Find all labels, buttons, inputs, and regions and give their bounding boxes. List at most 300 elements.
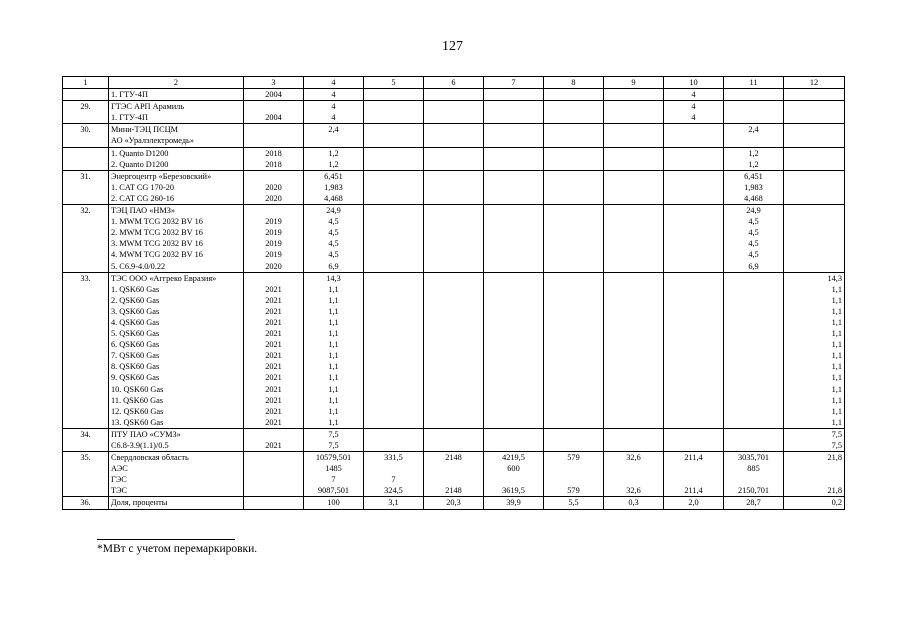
col-6-cell — [424, 112, 484, 124]
col-year-cell: 2021 — [244, 384, 304, 395]
col-6-cell — [424, 474, 484, 485]
col-7-cell — [484, 350, 544, 361]
col-6-cell — [424, 328, 484, 339]
col-4-cell: 4,5 — [304, 216, 364, 227]
col-11-cell — [724, 284, 784, 295]
col-11-cell — [724, 440, 784, 452]
col-9-cell — [604, 101, 664, 113]
col-10-cell: 211,4 — [664, 452, 724, 464]
col-9-cell: 0,3 — [604, 497, 664, 509]
col-9-cell — [604, 328, 664, 339]
table-row — [63, 485, 845, 497]
table-row — [63, 261, 845, 273]
col-5-cell: 7 — [364, 474, 424, 485]
col-11-cell: 4,5 — [724, 216, 784, 227]
col-5-cell: 331,5 — [364, 452, 424, 464]
header-cell: 6 — [424, 77, 484, 89]
col-11-cell — [724, 135, 784, 147]
col-6-cell — [424, 395, 484, 406]
col-year-cell: 2019 — [244, 249, 304, 260]
col-7-cell — [484, 372, 544, 383]
col-name-cell: Свердловская область — [109, 452, 244, 464]
col-5-cell — [364, 463, 424, 474]
header-cell: 12 — [784, 77, 845, 89]
col-4-cell: 100 — [304, 497, 364, 509]
col-year-cell — [244, 428, 304, 440]
col-10-cell — [664, 440, 724, 452]
col-12-cell — [784, 182, 845, 193]
col-8-cell — [544, 112, 604, 124]
col-6-cell — [424, 350, 484, 361]
col-7-cell — [484, 306, 544, 317]
col-4-cell: 1,1 — [304, 328, 364, 339]
table-row — [63, 440, 845, 452]
col-12-cell — [784, 216, 845, 227]
col-num-cell — [63, 159, 109, 171]
col-6-cell — [424, 306, 484, 317]
col-name-cell: 3. QSK60 Gas — [109, 306, 244, 317]
col-num-cell — [63, 227, 109, 238]
col-8-cell: 579 — [544, 485, 604, 497]
col-5-cell — [364, 306, 424, 317]
col-name-cell: 8. QSK60 Gas — [109, 361, 244, 372]
col-5-cell — [364, 249, 424, 260]
col-10-cell — [664, 170, 724, 182]
col-year-cell — [244, 101, 304, 113]
col-num-cell — [63, 284, 109, 295]
table-row — [63, 147, 845, 159]
col-name-cell: ТЭС ООО «Аггреко Евразия» — [109, 272, 244, 284]
col-5-cell — [364, 395, 424, 406]
table-row — [63, 89, 845, 101]
col-10-cell: 211,4 — [664, 485, 724, 497]
col-9-cell — [604, 339, 664, 350]
col-12-cell: 1,1 — [784, 284, 845, 295]
table-row — [63, 284, 845, 295]
col-num-cell — [63, 238, 109, 249]
col-9-cell: 32,6 — [604, 452, 664, 464]
col-5-cell — [364, 440, 424, 452]
col-5-cell — [364, 284, 424, 295]
col-7-cell — [484, 261, 544, 273]
col-4-cell: 4 — [304, 101, 364, 113]
col-4-cell: 1,1 — [304, 361, 364, 372]
col-num-cell — [63, 89, 109, 101]
table-row — [63, 101, 845, 113]
col-8-cell — [544, 395, 604, 406]
col-10-cell — [664, 361, 724, 372]
table-row — [63, 350, 845, 361]
col-5-cell — [364, 89, 424, 101]
col-8-cell — [544, 238, 604, 249]
col-7-cell — [484, 339, 544, 350]
col-6-cell — [424, 101, 484, 113]
col-9-cell — [604, 89, 664, 101]
col-5-cell — [364, 227, 424, 238]
col-10-cell — [664, 417, 724, 429]
table-row — [63, 474, 845, 485]
col-4-cell: 4,5 — [304, 249, 364, 260]
col-6-cell — [424, 89, 484, 101]
col-9-cell — [604, 317, 664, 328]
table-row — [63, 159, 845, 171]
col-11-cell — [724, 406, 784, 417]
col-12-cell: 1,1 — [784, 384, 845, 395]
col-4-cell: 1,1 — [304, 306, 364, 317]
col-9-cell — [604, 395, 664, 406]
col-6-cell — [424, 147, 484, 159]
col-10-cell — [664, 372, 724, 383]
col-6-cell — [424, 238, 484, 249]
col-12-cell: 1,1 — [784, 328, 845, 339]
table-row — [63, 463, 845, 474]
col-5-cell — [364, 124, 424, 136]
col-10-cell — [664, 238, 724, 249]
col-12-cell — [784, 193, 845, 205]
col-12-cell — [784, 238, 845, 249]
col-7-cell — [484, 101, 544, 113]
col-12-cell: 1,1 — [784, 306, 845, 317]
col-6-cell — [424, 417, 484, 429]
col-7-cell — [484, 238, 544, 249]
col-10-cell — [664, 205, 724, 217]
header-cell: 2 — [109, 77, 244, 89]
col-8-cell — [544, 428, 604, 440]
col-num-cell — [63, 317, 109, 328]
col-7-cell — [484, 89, 544, 101]
col-name-cell: ГТЭС АРП Арамиль — [109, 101, 244, 113]
col-5-cell — [364, 328, 424, 339]
col-11-cell: 4,5 — [724, 227, 784, 238]
col-12-cell — [784, 112, 845, 124]
col-12-cell — [784, 227, 845, 238]
col-9-cell — [604, 205, 664, 217]
col-5-cell — [364, 147, 424, 159]
col-8-cell — [544, 284, 604, 295]
table-row — [63, 339, 845, 350]
col-7-cell — [484, 428, 544, 440]
table-row — [63, 406, 845, 417]
col-9-cell — [604, 112, 664, 124]
col-12-cell — [784, 89, 845, 101]
col-10-cell — [664, 395, 724, 406]
col-9-cell — [604, 124, 664, 136]
col-8-cell — [544, 193, 604, 205]
col-5-cell — [364, 317, 424, 328]
col-num-cell — [63, 249, 109, 260]
col-11-cell: 1,2 — [724, 159, 784, 171]
col-5-cell — [364, 261, 424, 273]
col-4-cell: 1,1 — [304, 406, 364, 417]
col-7-cell — [484, 317, 544, 328]
col-4-cell: 7 — [304, 474, 364, 485]
header-cell: 9 — [604, 77, 664, 89]
col-num-cell — [63, 306, 109, 317]
col-8-cell — [544, 147, 604, 159]
col-num-cell — [63, 372, 109, 383]
col-12-cell: 1,1 — [784, 406, 845, 417]
col-5-cell — [364, 350, 424, 361]
col-12-cell: 21,8 — [784, 485, 845, 497]
col-7-cell — [484, 361, 544, 372]
col-year-cell: 2018 — [244, 147, 304, 159]
col-name-cell: 9. QSK60 Gas — [109, 372, 244, 383]
col-11-cell: 4,5 — [724, 238, 784, 249]
table-row — [63, 361, 845, 372]
col-12-cell — [784, 159, 845, 171]
col-9-cell — [604, 417, 664, 429]
col-9-cell — [604, 350, 664, 361]
col-4-cell: 1,2 — [304, 147, 364, 159]
col-4-cell: 4,5 — [304, 238, 364, 249]
col-name-cell: 1. MWM TCG 2032 BV 16 — [109, 216, 244, 227]
col-5-cell: 3,1 — [364, 497, 424, 509]
col-11-cell — [724, 395, 784, 406]
col-name-cell: 1. QSK60 Gas — [109, 284, 244, 295]
col-7-cell — [484, 384, 544, 395]
col-4-cell: 10579,501 — [304, 452, 364, 464]
col-10-cell — [664, 124, 724, 136]
col-10-cell — [664, 193, 724, 205]
col-4-cell: 4,468 — [304, 193, 364, 205]
col-5-cell — [364, 216, 424, 227]
col-year-cell: 2021 — [244, 361, 304, 372]
col-7-cell: 600 — [484, 463, 544, 474]
col-5-cell — [364, 295, 424, 306]
col-year-cell: 2021 — [244, 339, 304, 350]
col-6-cell — [424, 261, 484, 273]
col-5-cell — [364, 272, 424, 284]
col-4-cell: 4 — [304, 89, 364, 101]
col-4-cell: 7,5 — [304, 428, 364, 440]
col-4-cell: 1,1 — [304, 317, 364, 328]
col-year-cell: 2021 — [244, 372, 304, 383]
col-name-cell: 5. QSK60 Gas — [109, 328, 244, 339]
capacity-table — [62, 76, 845, 510]
table-row — [63, 216, 845, 227]
table-row — [63, 295, 845, 306]
col-5-cell — [364, 384, 424, 395]
col-4-cell: 1,983 — [304, 182, 364, 193]
col-num-cell: 36. — [63, 497, 109, 509]
col-6-cell — [424, 406, 484, 417]
col-num-cell: 29. — [63, 101, 109, 113]
col-6-cell — [424, 272, 484, 284]
col-name-cell: 11. QSK60 Gas — [109, 395, 244, 406]
table-row — [63, 395, 845, 406]
col-11-cell: 28,7 — [724, 497, 784, 509]
col-8-cell — [544, 159, 604, 171]
col-num-cell — [63, 339, 109, 350]
col-8-cell — [544, 384, 604, 395]
col-4-cell: 1,1 — [304, 339, 364, 350]
footnote-separator — [97, 539, 235, 540]
col-10-cell — [664, 328, 724, 339]
col-12-cell — [784, 249, 845, 260]
col-8-cell — [544, 295, 604, 306]
col-7-cell — [484, 295, 544, 306]
col-name-cell: 13. QSK60 Gas — [109, 417, 244, 429]
col-4-cell: 1,1 — [304, 372, 364, 383]
col-11-cell: 24,9 — [724, 205, 784, 217]
col-name-cell: 4. QSK60 Gas — [109, 317, 244, 328]
col-5-cell — [364, 170, 424, 182]
header-cell: 4 — [304, 77, 364, 89]
col-4-cell: 1485 — [304, 463, 364, 474]
col-name-cell: 3. MWM TCG 2032 BV 16 — [109, 238, 244, 249]
col-year-cell: 2021 — [244, 306, 304, 317]
col-12-cell: 7,5 — [784, 440, 845, 452]
col-num-cell — [63, 361, 109, 372]
col-11-cell — [724, 328, 784, 339]
col-8-cell — [544, 417, 604, 429]
col-7-cell — [484, 135, 544, 147]
col-12-cell — [784, 261, 845, 273]
col-4-cell: 1,1 — [304, 350, 364, 361]
col-12-cell — [784, 124, 845, 136]
col-12-cell: 1,1 — [784, 395, 845, 406]
col-4-cell: 1,1 — [304, 284, 364, 295]
col-num-cell — [63, 350, 109, 361]
col-year-cell: 2021 — [244, 284, 304, 295]
col-4-cell: 1,1 — [304, 384, 364, 395]
col-7-cell — [484, 284, 544, 295]
table-row — [63, 112, 845, 124]
header-cell: 3 — [244, 77, 304, 89]
col-5-cell — [364, 182, 424, 193]
col-7-cell — [484, 159, 544, 171]
table-row — [63, 182, 845, 193]
col-12-cell: 7,5 — [784, 428, 845, 440]
table-row — [63, 372, 845, 383]
col-num-cell: 30. — [63, 124, 109, 136]
col-year-cell — [244, 452, 304, 464]
table-row — [63, 452, 845, 464]
col-11-cell — [724, 361, 784, 372]
col-name-cell: 7. QSK60 Gas — [109, 350, 244, 361]
col-8-cell — [544, 350, 604, 361]
col-num-cell — [63, 261, 109, 273]
col-10-cell — [664, 261, 724, 273]
col-name-cell: 6. QSK60 Gas — [109, 339, 244, 350]
col-7-cell — [484, 395, 544, 406]
page-number: 127 — [442, 39, 463, 54]
col-name-cell: ПТУ ПАО «СУМЗ» — [109, 428, 244, 440]
col-11-cell — [724, 372, 784, 383]
col-6-cell — [424, 361, 484, 372]
col-9-cell — [604, 216, 664, 227]
col-4-cell: 1,1 — [304, 295, 364, 306]
col-8-cell — [544, 463, 604, 474]
col-10-cell — [664, 428, 724, 440]
col-num-cell: 32. — [63, 205, 109, 217]
col-4-cell: 1,2 — [304, 159, 364, 171]
table-row — [63, 249, 845, 260]
col-9-cell — [604, 463, 664, 474]
col-5-cell — [364, 135, 424, 147]
col-12-cell — [784, 463, 845, 474]
col-9-cell: 32,6 — [604, 485, 664, 497]
col-6-cell — [424, 135, 484, 147]
col-10-cell — [664, 350, 724, 361]
table-row — [63, 306, 845, 317]
col-num-cell — [63, 485, 109, 497]
col-10-cell: 4 — [664, 101, 724, 113]
table-row — [63, 328, 845, 339]
col-8-cell — [544, 249, 604, 260]
col-name-cell: Доля, проценты — [109, 497, 244, 509]
col-12-cell — [784, 170, 845, 182]
col-5-cell — [364, 101, 424, 113]
col-5-cell — [364, 112, 424, 124]
col-year-cell: 2018 — [244, 159, 304, 171]
col-9-cell — [604, 147, 664, 159]
col-12-cell — [784, 147, 845, 159]
col-4-cell: 6,451 — [304, 170, 364, 182]
col-9-cell — [604, 306, 664, 317]
col-year-cell — [244, 463, 304, 474]
table-header-row — [63, 77, 845, 89]
col-10-cell — [664, 295, 724, 306]
col-5-cell — [364, 205, 424, 217]
col-11-cell: 2,4 — [724, 124, 784, 136]
col-6-cell — [424, 440, 484, 452]
col-6-cell — [424, 339, 484, 350]
col-5-cell — [364, 428, 424, 440]
col-8-cell — [544, 170, 604, 182]
col-11-cell — [724, 474, 784, 485]
col-7-cell — [484, 249, 544, 260]
col-name-cell: 5. С6.9-4.0/0.22 — [109, 261, 244, 273]
col-7-cell: 39,9 — [484, 497, 544, 509]
col-7-cell — [484, 193, 544, 205]
col-4-cell: 1,1 — [304, 395, 364, 406]
col-9-cell — [604, 170, 664, 182]
col-8-cell — [544, 339, 604, 350]
col-7-cell: 3619,5 — [484, 485, 544, 497]
col-year-cell — [244, 497, 304, 509]
col-7-cell — [484, 227, 544, 238]
col-11-cell — [724, 295, 784, 306]
col-8-cell: 5,5 — [544, 497, 604, 509]
col-8-cell — [544, 182, 604, 193]
col-6-cell — [424, 193, 484, 205]
col-name-cell: АО «Уралэлектромедь» — [109, 135, 244, 147]
col-5-cell — [364, 238, 424, 249]
col-6-cell — [424, 428, 484, 440]
col-year-cell: 2021 — [244, 317, 304, 328]
table-row — [63, 428, 845, 440]
col-7-cell — [484, 205, 544, 217]
col-10-cell — [664, 135, 724, 147]
col-11-cell: 4,468 — [724, 193, 784, 205]
col-8-cell — [544, 406, 604, 417]
col-9-cell — [604, 406, 664, 417]
col-year-cell — [244, 170, 304, 182]
col-4-cell: 6,9 — [304, 261, 364, 273]
col-year-cell: 2019 — [244, 216, 304, 227]
table-row — [63, 135, 845, 147]
col-12-cell: 1,1 — [784, 361, 845, 372]
col-11-cell — [724, 384, 784, 395]
col-8-cell — [544, 135, 604, 147]
col-num-cell — [63, 406, 109, 417]
col-num-cell — [63, 135, 109, 147]
col-name-cell: 1. Quanto D1200 — [109, 147, 244, 159]
col-year-cell: 2020 — [244, 182, 304, 193]
col-4-cell: 24,9 — [304, 205, 364, 217]
col-name-cell: Мини-ТЭЦ ПСЦМ — [109, 124, 244, 136]
